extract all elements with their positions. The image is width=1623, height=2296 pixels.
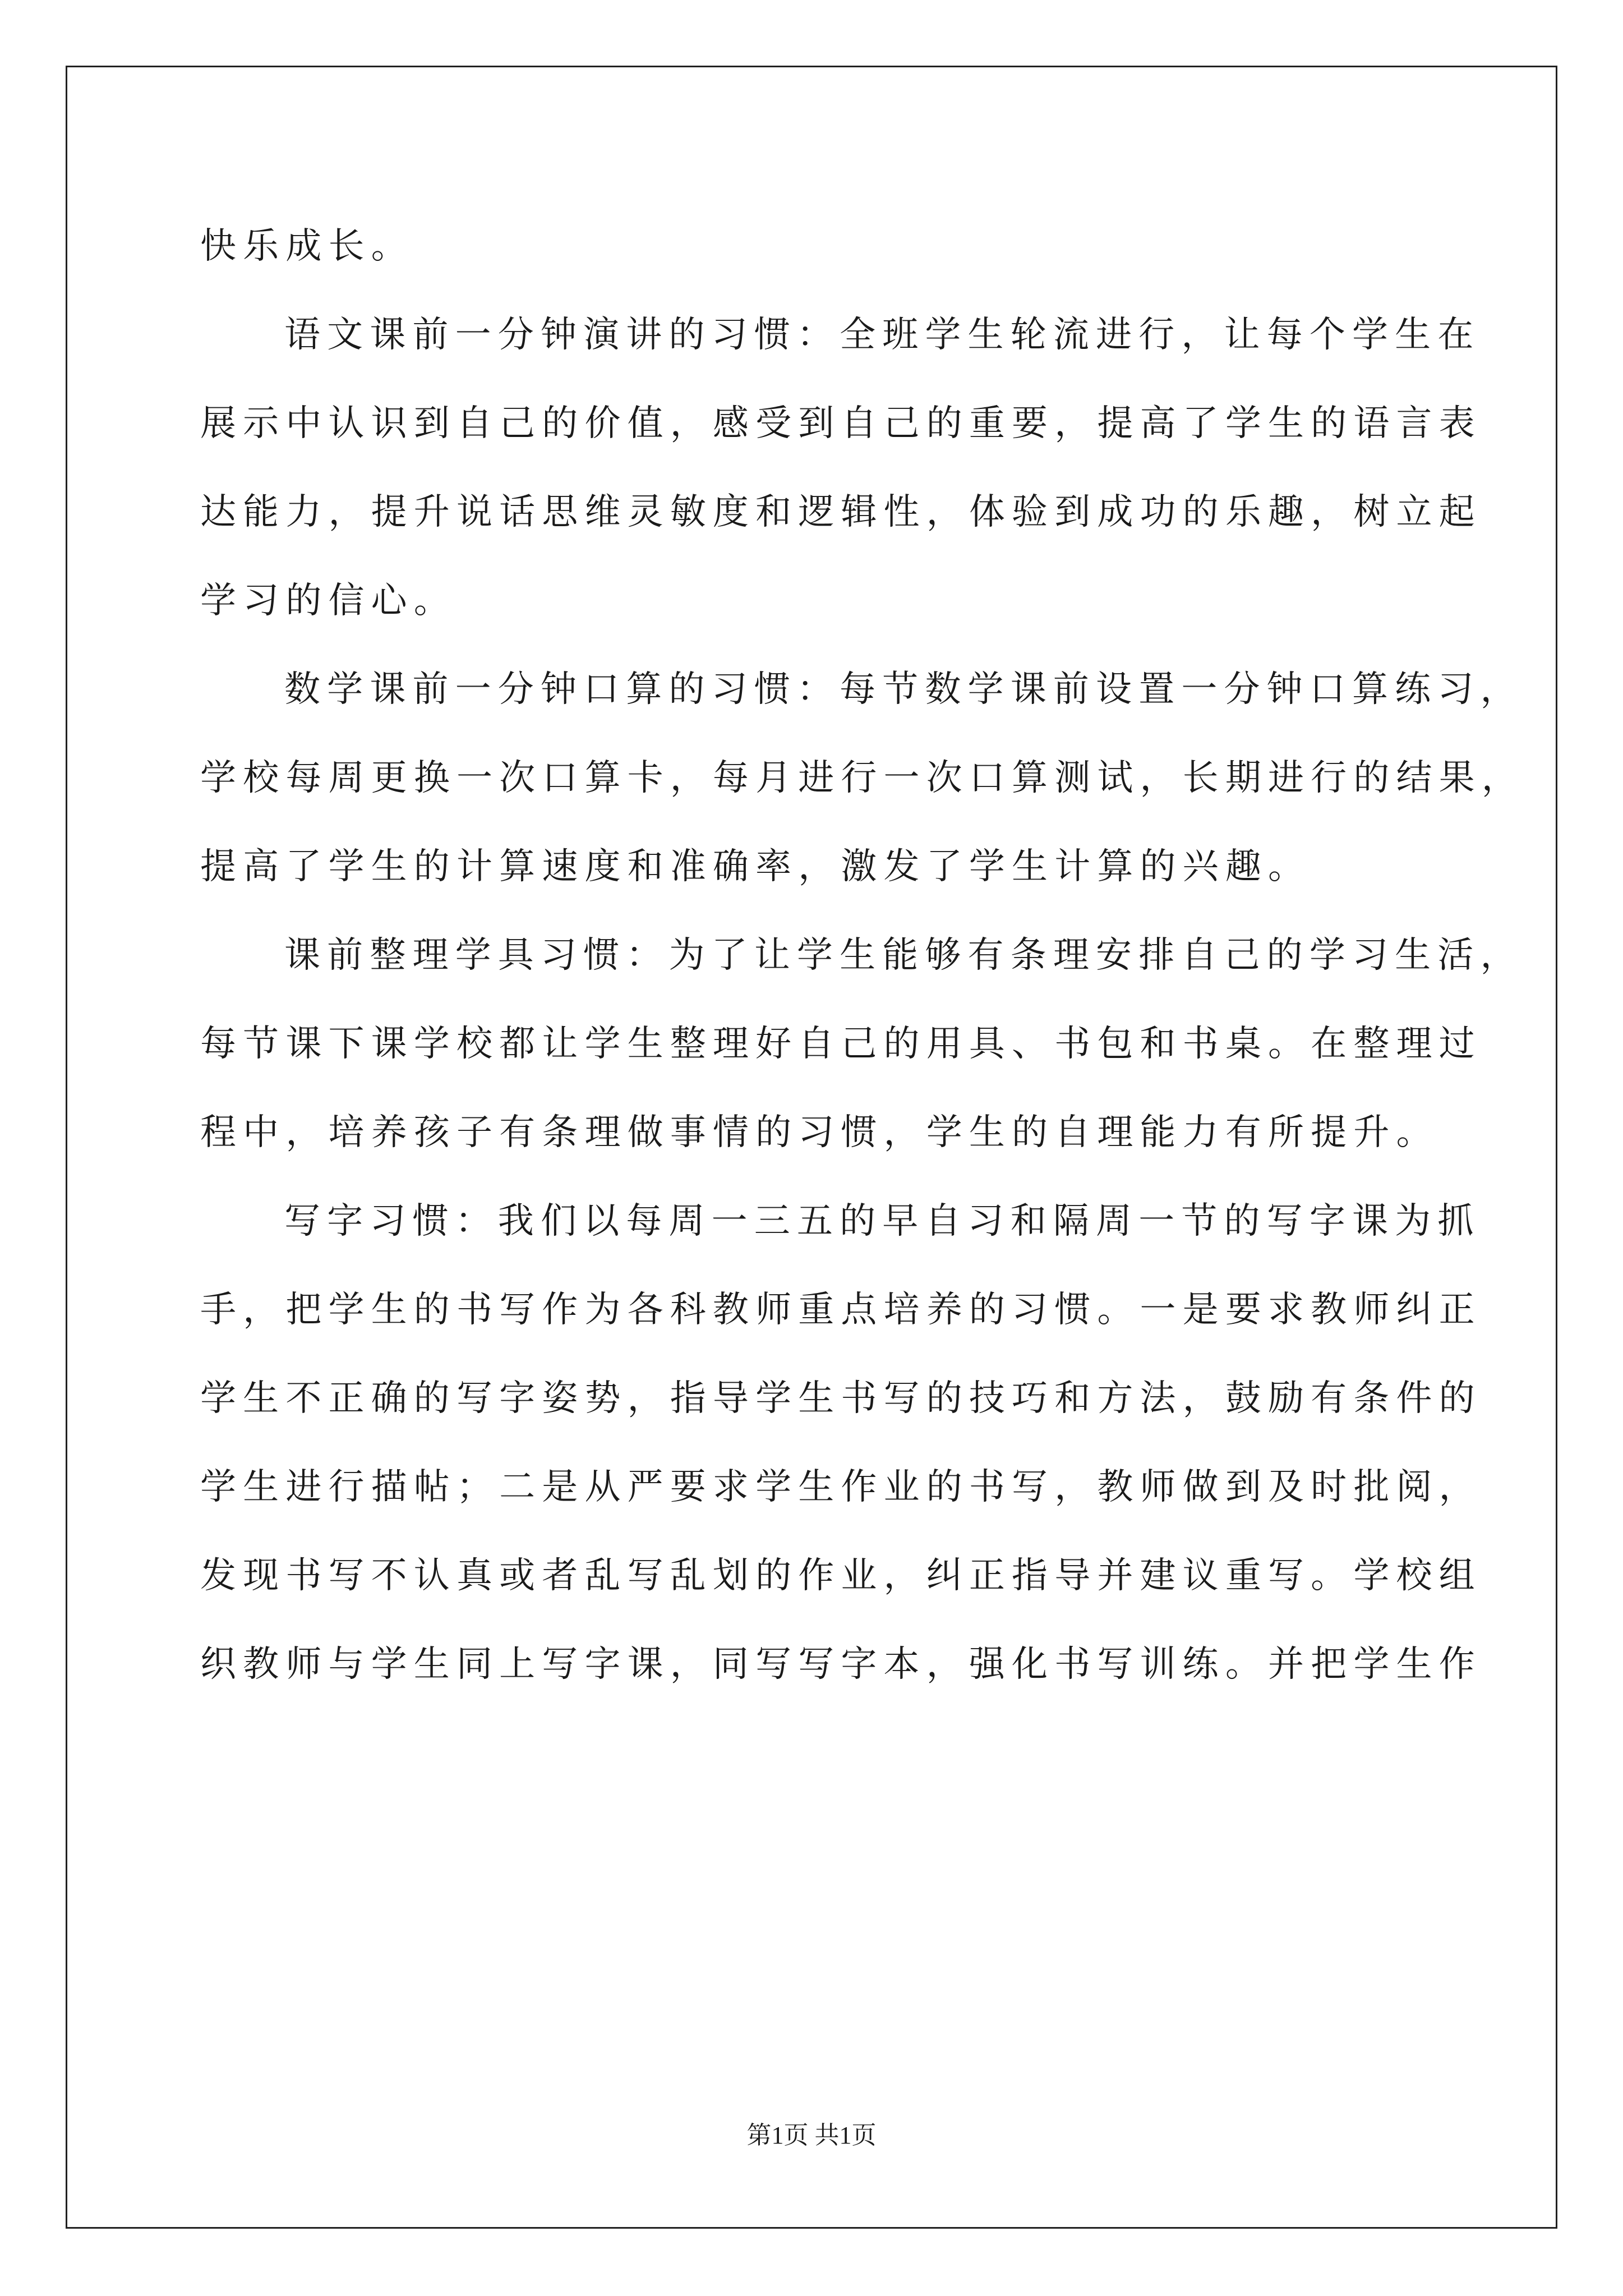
page-number-footer: 第1页 共1页: [746, 2122, 877, 2149]
text-line: 手，把学生的书写作为各科教师重点培养的习惯。一是要求教师纠正: [200, 1289, 1482, 1331]
document-body: [200, 202, 1524, 1709]
text-line: 学生不正确的写字姿势，指导学生书写的技巧和方法，鼓励有条件的: [200, 1378, 1482, 1419]
text-line: 课前整理学具习惯：为了让学生能够有条理安排自己的学习生活，: [284, 935, 1523, 976]
text-line: 数学课前一分钟口算的习惯：每节数学课前设置一分钟口算练习，: [284, 669, 1523, 710]
paragraph: [200, 1177, 1482, 1709]
paragraph: [200, 291, 1482, 645]
text-line: 达能力，提升说话思维灵敏度和逻辑性，体验到成功的乐趣，树立起: [200, 491, 1482, 533]
text-line: 快乐成长。: [200, 226, 414, 267]
text-line: 学校每周更换一次口算卡，每月进行一次口算测试，长期进行的结果，: [200, 757, 1524, 799]
paragraph: [200, 645, 1524, 911]
paragraph: [200, 202, 1423, 291]
text-line: 织教师与学生同上写字课，同写写字本，强化书写训练。并把学生作: [200, 1644, 1482, 1685]
text-line: 每节课下课学校都让学生整理好自己的用具、书包和书桌。在整理过: [200, 1023, 1482, 1065]
text-line: 程中，培养孩子有条理做事情的习惯，学生的自理能力有所提升。: [200, 1112, 1439, 1153]
text-line: 学生进行描帖；二是从严要求学生作业的书写，教师做到及时批阅，: [200, 1466, 1482, 1508]
text-line: 写字习惯：我们以每周一三五的早自习和隔周一节的写字课为抓: [284, 1200, 1481, 1242]
text-line: 发现书写不认真或者乱写乱划的作业，纠正指导并建议重写。学校组: [200, 1555, 1482, 1596]
text-line: 展示中认识到自己的价值，感受到自己的重要，提高了学生的语言表: [200, 403, 1482, 444]
paragraph: [200, 911, 1523, 1177]
text-line: 语文课前一分钟演讲的习惯：全班学生轮流进行，让每个学生在: [284, 314, 1481, 356]
text-line: 学习的信心。: [200, 580, 457, 622]
text-line: 提高了学生的计算速度和准确率，激发了学生计算的兴趣。: [200, 846, 1311, 887]
